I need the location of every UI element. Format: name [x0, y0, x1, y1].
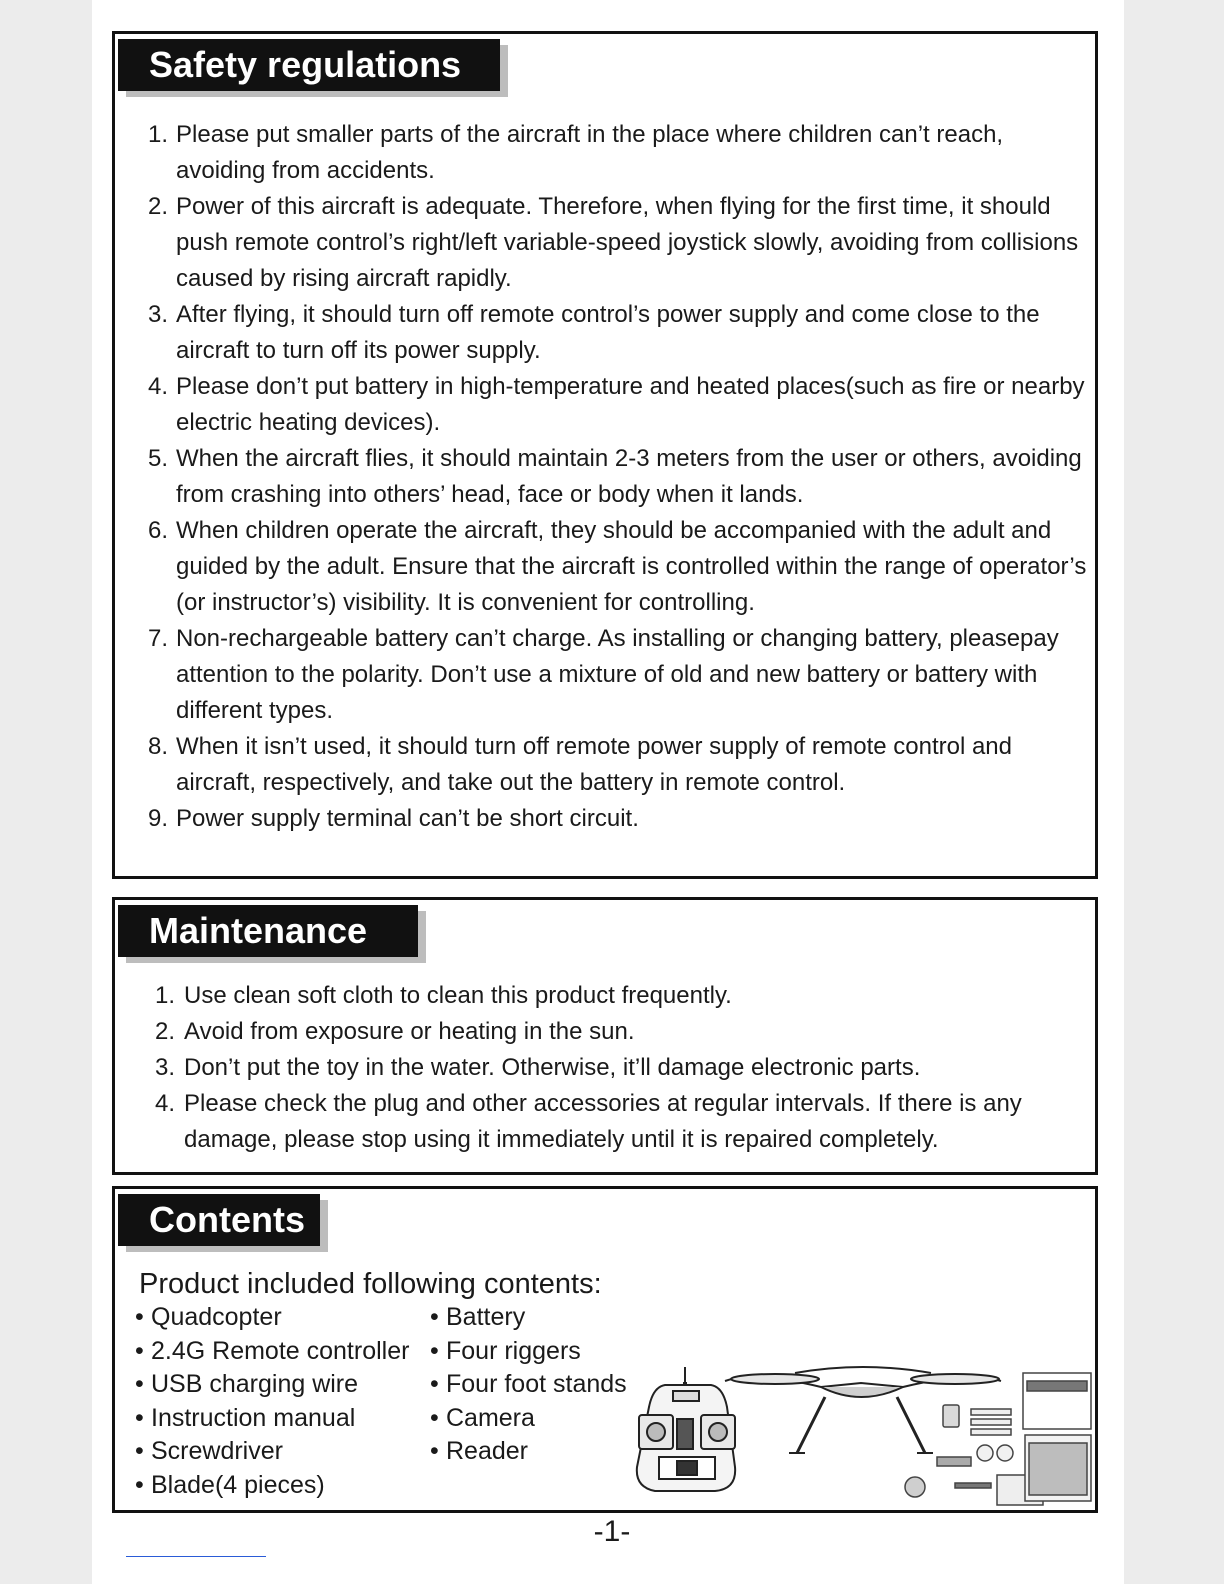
item-number: 8.	[148, 733, 169, 760]
safety-list	[148, 117, 1098, 837]
accessories-drawing	[905, 1373, 1091, 1505]
list-item	[135, 1435, 409, 1469]
list-item	[430, 1435, 627, 1469]
item-text: Quadcopter	[151, 1303, 282, 1331]
list-item	[135, 1301, 409, 1335]
item-text: Instruction manual	[151, 1403, 356, 1432]
item-text: Please check the plug and other accessories at regular intervals. If there is any damage, please stop using it immediately until it is repaired completely.	[184, 1090, 1022, 1153]
item-text: USB charging wire	[151, 1370, 359, 1399]
item-number: 7.	[148, 625, 169, 652]
item-text: After flying, it should turn off remote control’s power supply and come close to the aircraft to turn off its power supply.	[176, 301, 1040, 364]
list-item	[148, 189, 1098, 297]
item-number: 3.	[155, 1054, 176, 1081]
list-item	[430, 1368, 627, 1402]
item-text: When it isn’t used, it should turn off remote power supply of remote control and aircraft, respectively, and take out the battery in remote control.	[176, 733, 1012, 796]
list-item	[430, 1402, 627, 1436]
contents-section	[112, 1186, 1098, 1513]
list-item	[155, 978, 1095, 1014]
right-margin	[1124, 0, 1224, 1584]
item-text: Four riggers	[446, 1336, 581, 1365]
bullet: •	[135, 1303, 144, 1331]
item-text: Power of this aircraft is adequate. Therefore, when flying for the first time, it should push remote control’s right/left variable-speed joystick slowly, avoiding from collisions caused by rising aircraft rapidly.	[176, 193, 1079, 292]
bullet: •	[430, 1303, 439, 1331]
item-number: 2.	[155, 1018, 176, 1045]
page-number: -1-	[593, 1515, 631, 1548]
item-text: Power supply terminal can’t be short circuit.	[176, 805, 639, 832]
item-text: Please don’t put battery in high-temperature and heated places(such as fire or nearby electric heating devices).	[176, 373, 1085, 436]
list-item	[155, 1050, 1095, 1086]
item-text: Avoid from exposure or heating in the sun.	[184, 1018, 635, 1045]
maintenance-title: Maintenance	[118, 905, 418, 957]
list-item	[135, 1335, 409, 1369]
item-number: 2.	[148, 193, 169, 220]
item-number: 1.	[155, 982, 176, 1009]
item-text: Battery	[446, 1303, 526, 1331]
contents-intro: Product included following contents:	[139, 1268, 602, 1300]
contents-list-left	[135, 1301, 409, 1503]
list-item	[148, 369, 1098, 441]
item-text: Non-rechargeable battery can’t charge. As installing or changing battery, pleasepay attention to the polarity. Don’t use a mixture of old and new battery or battery with different types.	[176, 625, 1059, 724]
item-text: When children operate the aircraft, they should be accompanied with the adult and guided by the adult. Ensure that the aircraft is controlled within the range of operator’s (or instructor’s) visibility. It is convenient for controlling.	[176, 517, 1087, 616]
list-item	[148, 297, 1098, 369]
bullet: •	[135, 1470, 144, 1499]
maintenance-list	[155, 978, 1095, 1158]
maintenance-section	[112, 897, 1098, 1175]
safety-title: Safety regulations	[118, 39, 500, 91]
list-item	[430, 1335, 627, 1369]
item-text: Blade(4 pieces)	[151, 1470, 325, 1499]
list-item	[155, 1014, 1095, 1050]
item-text: Camera	[446, 1403, 535, 1432]
remote-controller-drawing	[637, 1367, 735, 1491]
item-number: 6.	[148, 517, 169, 544]
safety-regulations-section	[112, 31, 1098, 879]
bullet: •	[135, 1370, 144, 1399]
item-text: 2.4G Remote controller	[151, 1336, 410, 1365]
item-number: 1.	[148, 121, 169, 148]
list-item	[148, 621, 1098, 729]
bullet: •	[430, 1336, 439, 1365]
item-number: 4.	[155, 1090, 176, 1117]
bullet: •	[135, 1403, 144, 1432]
list-item	[148, 117, 1098, 189]
bullet: •	[430, 1403, 439, 1432]
list-item	[148, 801, 1098, 837]
bullet: •	[430, 1437, 439, 1466]
list-item	[148, 513, 1098, 621]
list-item	[135, 1368, 409, 1402]
list-item	[148, 729, 1098, 801]
list-item	[148, 441, 1098, 513]
item-text: Please put smaller parts of the aircraft in the place where children can’t reach, avoiding from accidents.	[176, 121, 1004, 184]
left-margin	[0, 0, 92, 1584]
item-number: 3.	[148, 301, 169, 328]
item-text: Four foot stands	[446, 1370, 627, 1399]
list-item	[430, 1301, 627, 1335]
contents-list-right	[430, 1301, 627, 1469]
footer-link-line	[126, 1556, 266, 1557]
item-number: 5.	[148, 445, 169, 472]
bullet: •	[135, 1437, 144, 1466]
item-number: 9.	[148, 805, 169, 832]
item-text: When the aircraft flies, it should maintain 2-3 meters from the user or others, avoiding from crashing into others’ head, face or body when it lands.	[176, 445, 1082, 508]
bullet: •	[135, 1336, 144, 1365]
bullet: •	[430, 1370, 439, 1399]
item-number: 4.	[148, 373, 169, 400]
item-text: Reader	[446, 1437, 528, 1466]
product-contents-illustration	[625, 1357, 1095, 1507]
list-item	[155, 1086, 1095, 1158]
list-item	[135, 1469, 409, 1503]
item-text: Screwdriver	[151, 1437, 283, 1466]
item-text: Don’t put the toy in the water. Otherwise, it’ll damage electronic parts.	[184, 1054, 921, 1081]
contents-title: Contents	[118, 1194, 320, 1246]
list-item	[135, 1402, 409, 1436]
item-text: Use clean soft cloth to clean this product frequently.	[184, 982, 732, 1009]
